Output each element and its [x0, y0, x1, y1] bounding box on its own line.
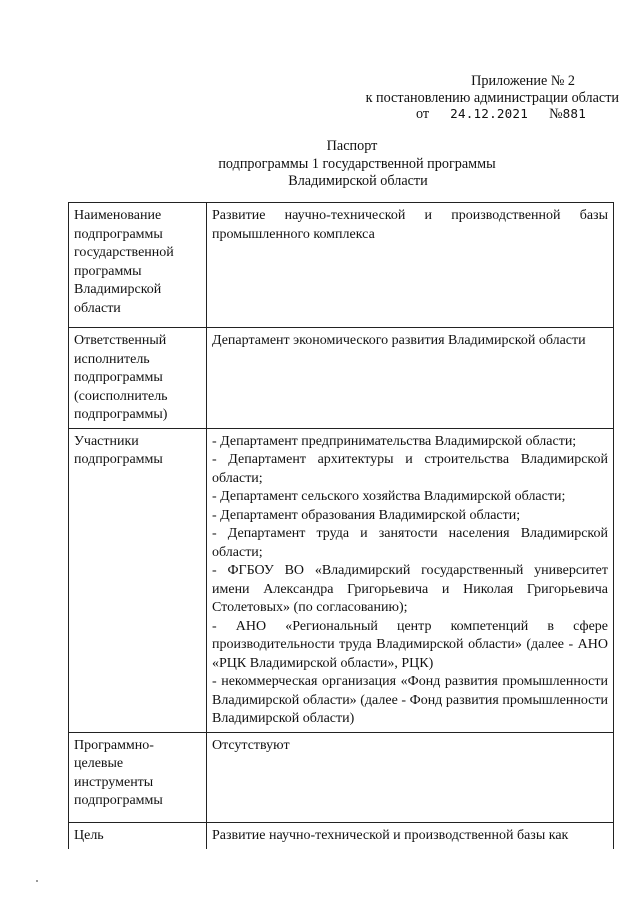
date-prefix: от [415, 106, 430, 122]
row-label: Цель [69, 822, 207, 849]
row-value [207, 428, 614, 732]
participant-item: - Департамент сельского хозяйства Владимирской области; [212, 489, 566, 504]
row-label: Программно-целевые инструменты подпрограммы [69, 732, 207, 822]
row-value [207, 822, 614, 849]
value-line: Развитие научно-технической и производственной базы как [212, 827, 569, 843]
title-line-1: Паспорт [326, 138, 378, 154]
row-value [207, 732, 614, 822]
participant-item: - АНО «Региональный центр компетенций в сфере производительности труда Владимирской области» (далее - АНО «РЦК Владимирской области», РЦК) [212, 618, 608, 671]
participant-item: - Департамент архитектуры и строительства Владимирской области; [212, 452, 608, 486]
passport-table [68, 202, 614, 849]
participant-item: - некоммерческая организация «Фонд развития промышленности Владимирской области» (далее - Фонд развития промышленности Владимирской области) [212, 674, 608, 726]
document-number: 881 [562, 106, 586, 121]
appendix-header [319, 73, 619, 123]
value-line: Развитие научно-технической и производственной базы промышленного комплекса [212, 208, 608, 242]
table-row [69, 428, 614, 732]
appendix-title: Приложение № 2 [471, 73, 575, 89]
scan-speck [36, 880, 38, 882]
document-date: 24.12.2021 [450, 106, 528, 121]
value-line: Отсутствуют [212, 737, 290, 753]
title-line-3: Владимирской области [288, 173, 428, 189]
appendix-reference: к постановлению администрации области [365, 89, 619, 106]
row-value [207, 328, 614, 429]
table-row [69, 328, 614, 429]
row-label: Наименование подпрограммы государственной программы Владимирской области [69, 203, 207, 328]
table-row [69, 822, 614, 849]
passport-title [0, 138, 640, 191]
value-line: Департамент экономического развития Владимирской области [212, 333, 586, 348]
row-label: Участники подпрограммы [69, 428, 207, 732]
appendix-date-line [319, 106, 619, 123]
participant-item: - Департамент предпринимательства Владимирской области; [212, 433, 577, 449]
row-label: Ответственный исполнитель подпрограммы (соисполнитель подпрограммы) [69, 328, 207, 429]
participant-item: - Департамент образования Владимирской области; [212, 507, 521, 523]
row-value [207, 203, 614, 328]
participant-item: - ФГБОУ ВО «Владимирский государственный университет имени Александра Григорьевича и Николая Григорьевича Столетовых» (по согласованию); [212, 563, 608, 615]
table-row [69, 203, 614, 328]
table-row [69, 732, 614, 822]
number-sign: № [549, 106, 563, 122]
title-line-2: подпрограммы 1 государственной программы [218, 155, 496, 172]
participant-item: - Департамент труда и занятости населения Владимирской области; [212, 526, 608, 560]
